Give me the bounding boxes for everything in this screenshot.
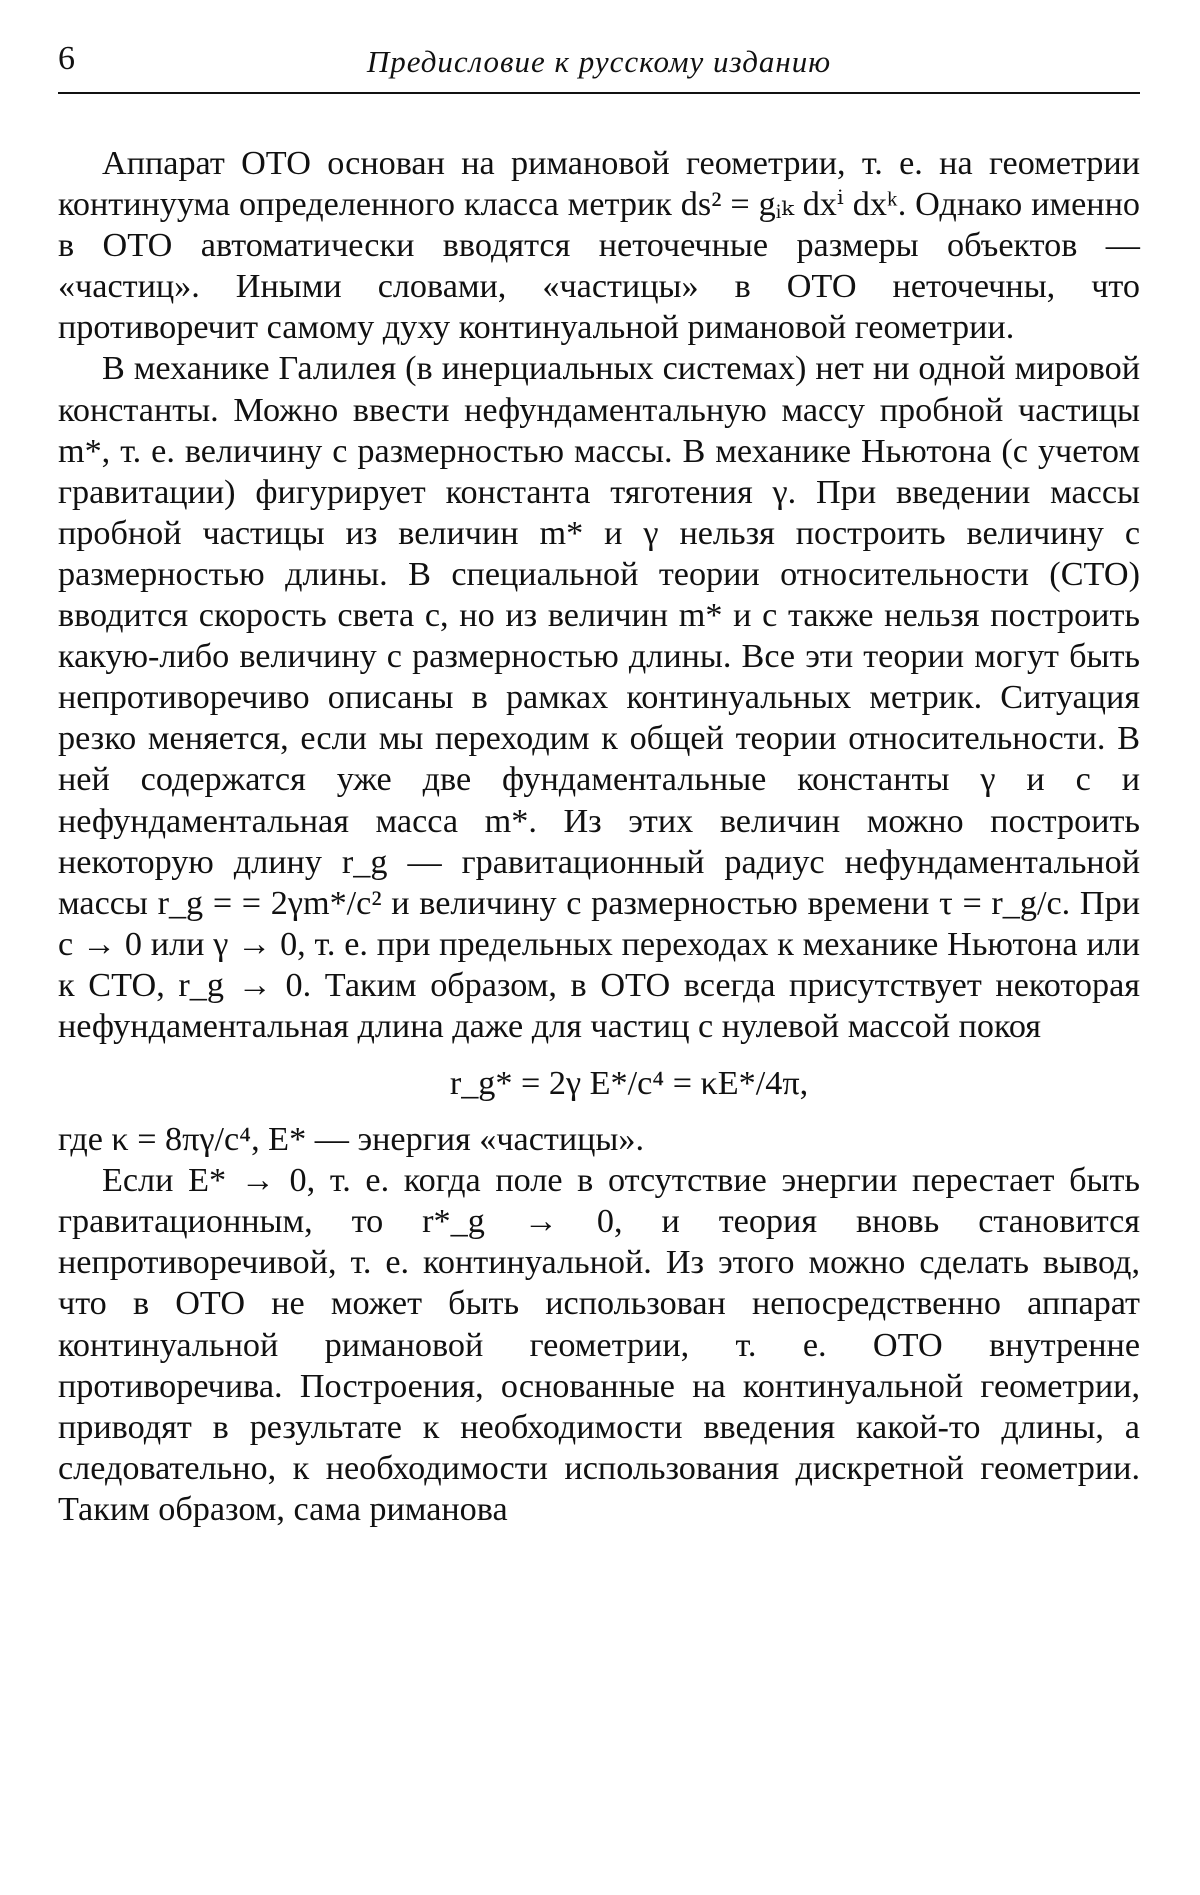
paragraph-1: Аппарат ОТО основан на римановой геометрии, т. е. на геометрии континуума определенного класса метрик ds² = gᵢₖ dxⁱ dxᵏ. Однако именно в ОТО автоматически вводятся неточечные размеры объектов — «частиц». Иными словами, «частицы» в ОТО неточечны, что противоречит самому духу континуальной римановой геометрии. [58, 145, 1140, 347]
formula: r_g* = 2γ E*/c⁴ = κE*/4π, [449, 1065, 809, 1103]
formula-note: где κ = 8πγ/c⁴, E* — энергия «частицы». [58, 1121, 645, 1159]
running-title: Предисловие к русскому изданию [366, 44, 832, 79]
body-text [58, 143, 1140, 1530]
page-number: 6 [58, 40, 75, 77]
paragraph-3: Если E* → 0, т. е. когда поле в отсутствие энергии перестает быть гравитационным, то r*_g → 0, и теория вновь становится непротиворечивой, т. е. континуальной. Из этого можно сделать вывод, что в ОТО не может быть использован непосредственно аппарат континуальной римановой геометрии, т. е. ОТО внутренне противоречива. Построения, основанные на континуальной геометрии, приводят в результате к необходимости введения какой-то длины, а следовательно, к необходимости использования дискретной геометрии. Таким образом, сама риманова [58, 1162, 1140, 1528]
page [58, 0, 1140, 1895]
paragraph-2: В механике Галилея (в инерциальных системах) нет ни одной мировой константы. Можно ввести нефундаментальную массу пробной частицы m*, т. е. величину с размерностью массы. В механике Ньютона (с учетом гравитации) фигурирует константа тяготения γ. При введении массы пробной частицы из величин m* и γ нельзя построить величину с размерностью длины. В специальной теории относительности (СТО) вводится скорость света c, но из величин m* и c также нельзя построить какую-либо величину с размерностью длины. Все эти теории могут быть непротиворечиво описаны в рамках континуальных метрик. Ситуация резко меняется, если мы переходим к общей теории относительности. В ней содержатся уже две фундаментальные константы γ и c и нефундаментальная масса m*. Из этих величин можно построить некоторую длину r_g — гравитационный радиус нефундаментальной массы r_g = = 2γm*/c² и величину с размерностью времени τ = r_g/c. При c → 0 или γ → 0, т. е. при предельных переходах к механике Ньютона или к СТО, r_g → 0. Таким образом, в ОТО всегда присутствует некоторая нефундаментальная длина даже для частиц с нулевой массой покоя [58, 350, 1140, 1045]
page-header [58, 40, 1140, 88]
header-rule [58, 92, 1140, 94]
